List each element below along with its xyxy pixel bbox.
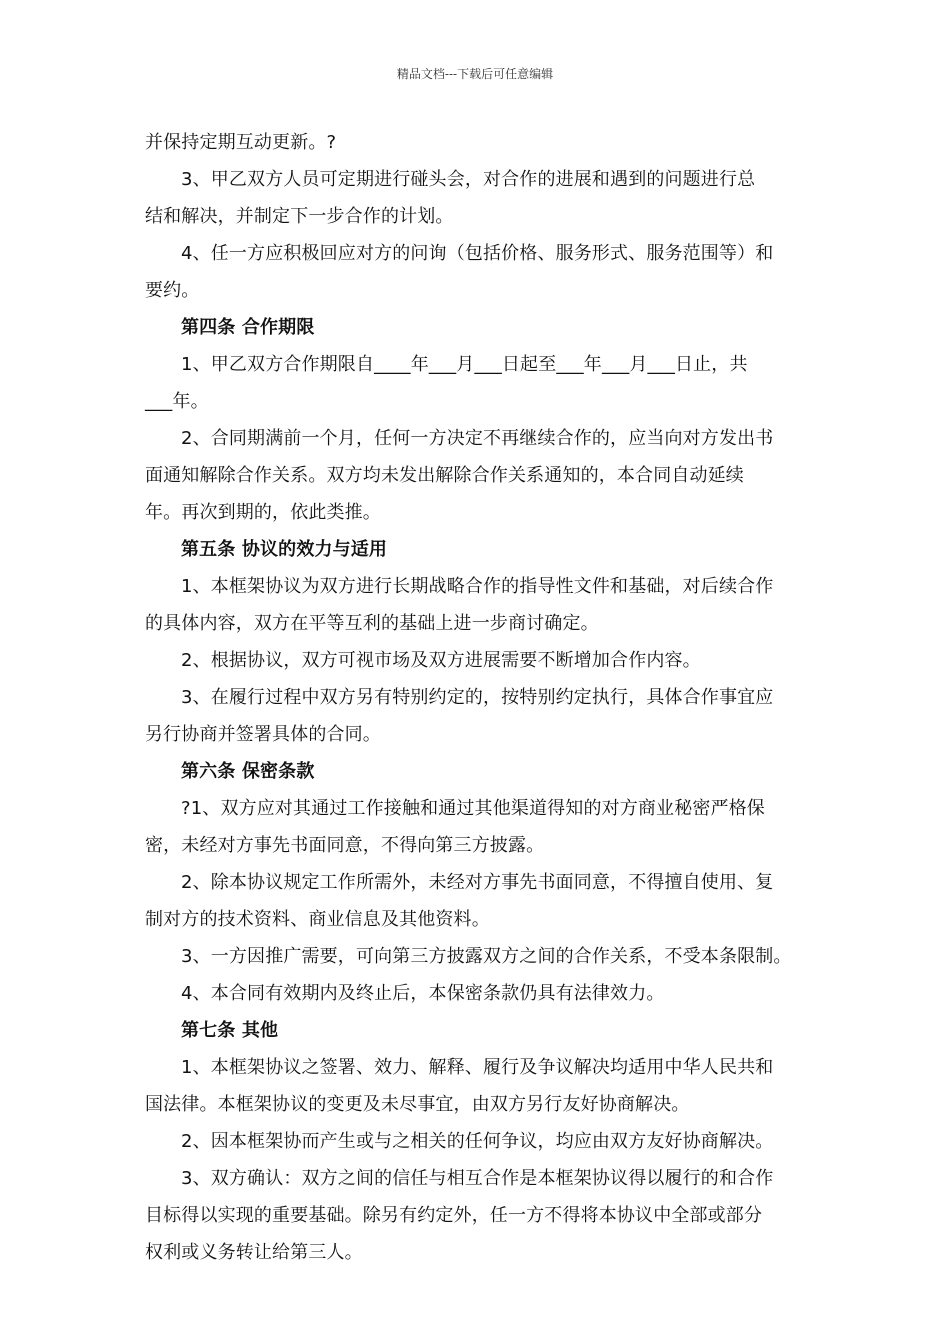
text-line: 4、任一方应积极回应对方的问询（包括价格、服务形式、服务范围等）和 xyxy=(181,243,774,264)
text-line: 1、甲乙双方合作期限自____年___月___日起至___年___月___日止，共 xyxy=(181,354,748,375)
text-line: 的具体内容，双方在平等互利的基础上进一步商讨确定。 xyxy=(145,613,599,634)
text-line: 3、一方因推广需要，可向第三方披露双方之间的合作关系，不受本条限制。 xyxy=(181,946,792,967)
text-line: 面通知解除合作关系。双方均未发出解除合作关系通知的，本合同自动延续 xyxy=(145,465,744,486)
text-line: 3、在履行过程中双方另有特别约定的，按特别约定执行，具体合作事宜应 xyxy=(181,687,774,708)
section-heading: 第四条 合作期限 xyxy=(181,317,315,338)
text-line: 另行协商并签署具体的合同。 xyxy=(145,724,381,745)
text-line: 结和解决，并制定下一步合作的计划。 xyxy=(145,206,454,227)
section-heading: 第五条 协议的效力与适用 xyxy=(181,539,388,560)
text-line: 3、甲乙双方人员可定期进行碰头会，对合作的进展和遇到的问题进行总 xyxy=(181,169,756,190)
text-line: 2、因本框架协而产生或与之相关的任何争议，均应由双方友好协商解决。 xyxy=(181,1131,774,1152)
text-line: 1、本框架协议为双方进行长期战略合作的指导性文件和基础，对后续合作 xyxy=(181,576,774,597)
text-line: ___年。 xyxy=(145,391,209,412)
text-line: 2、除本协议规定工作所需外，未经对方事先书面同意，不得擅自使用、复 xyxy=(181,872,774,893)
text-line: 并保持定期互动更新。? xyxy=(145,132,337,153)
text-line: 制对方的技术资料、商业信息及其他资料。 xyxy=(145,909,490,930)
text-line: ?1、双方应对其通过工作接触和通过其他渠道得知的对方商业秘密严格保 xyxy=(181,798,765,819)
page-header: 精品文档---下载后可任意编辑 xyxy=(396,67,554,81)
text-line: 目标得以实现的重要基础。除另有约定外，任一方不得将本协议中全部或部分 xyxy=(145,1205,763,1226)
text-line: 年。再次到期的，依此类推。 xyxy=(145,502,381,523)
section-heading: 第六条 保密条款 xyxy=(181,761,315,782)
text-line: 密，未经对方事先书面同意，不得向第三方披露。 xyxy=(145,835,545,856)
text-line: 2、根据协议，双方可视市场及双方进展需要不断增加合作内容。 xyxy=(181,650,701,671)
text-line: 权利或义务转让给第三人。 xyxy=(145,1242,363,1263)
text-line: 国法律。本框架协议的变更及未尽事宜，由双方另行友好协商解决。 xyxy=(145,1094,690,1115)
text-line: 1、本框架协议之签署、效力、解释、履行及争议解决均适用中华人民共和 xyxy=(181,1057,774,1078)
section-heading: 第七条 其他 xyxy=(181,1020,279,1041)
text-line: 4、本合同有效期内及终止后，本保密条款仍具有法律效力。 xyxy=(181,983,665,1004)
text-line: 3、双方确认：双方之间的信任与相互合作是本框架协议得以履行的和合作 xyxy=(181,1168,774,1189)
text-line: 2、合同期满前一个月，任何一方决定不再继续合作的，应当向对方发出书 xyxy=(181,428,774,449)
text-line: 要约。 xyxy=(145,280,200,301)
document-body xyxy=(145,124,811,1271)
